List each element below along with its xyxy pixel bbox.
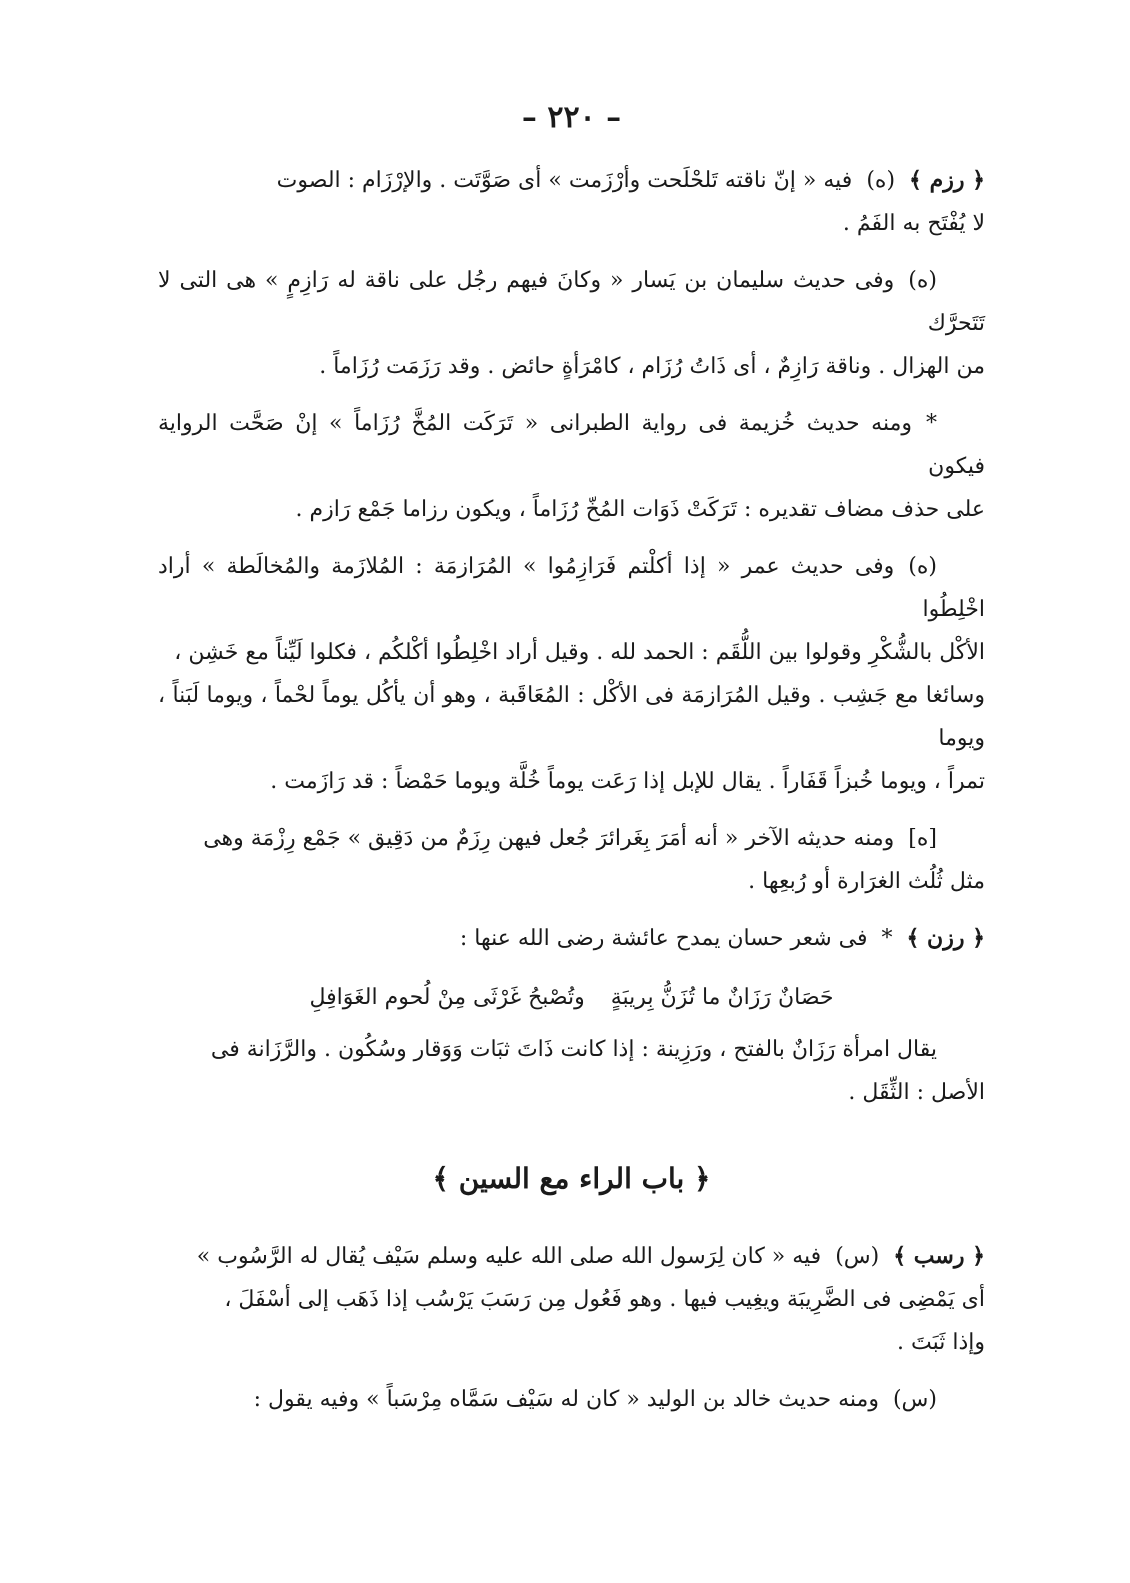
entry-headword: ﴿ رزن ﴾: [906, 925, 985, 951]
paragraph: [158, 345, 985, 388]
entry-gharair: [158, 817, 985, 903]
source-marker: [ه]: [908, 826, 937, 851]
paragraph: [158, 159, 985, 202]
text-line: على حذف مضاف تقديره : تَرَكَتْ ذَوَات المُخّ رُزَاماً ، ويكون رزاما جَمْع رَازم .: [295, 497, 985, 522]
paragraph: [158, 402, 985, 488]
paragraph: [158, 202, 985, 245]
text-line: مثل ثُلُث الغرَارة أو رُبعِها .: [748, 869, 985, 894]
entry-umar: [158, 545, 985, 803]
paragraph: [158, 1028, 985, 1071]
text-line: فى شعر حسان يمدح عائشة رضى الله عنها :: [459, 926, 868, 951]
paragraph: [158, 631, 985, 674]
paragraph: [158, 917, 985, 960]
section-title: ﴿ باب الراء مع السين ﴾: [432, 1162, 711, 1195]
verse-second-hemistich: وتُصْبحُ غَرْثَى مِنْ لُحوم الغَوَافِلِ: [309, 985, 585, 1010]
text-line: ومنه حديثه الآخر « أنه أمَرَ بِغَرائرَ جُعل فيهن رِزَمٌ من دَقِيق » جَمْع رِزْمَة وهى: [203, 826, 895, 851]
paragraph: [158, 674, 985, 760]
paragraph: [158, 860, 985, 903]
text-line: يقال امرأة رَزَانٌ بالفتح ، ورَزِينة : إذا كانت ذَاتَ ثبَات وَوَقار وسُكُون . والرَّزَانة فى: [210, 1037, 937, 1062]
entry-khuzayma: [158, 402, 985, 531]
source-marker: (ه): [908, 268, 937, 293]
entry-rasab: [158, 1235, 985, 1364]
verse-first-hemistich: حَصَانٌ رَزَانٌ ما تُزَنُّ بِريبَةٍ: [610, 985, 834, 1010]
source-marker: *: [926, 411, 937, 436]
text-line: وسائغا مع جَشِب . وقيل المُرَازمَة فى الأكْل : المُعَاقَبة ، وهو أن يأكُل يوماً لحْماً ، ويوما لَبَناً ، ويوما: [158, 683, 985, 751]
text-line: فيه « إنّ ناقته تَلحْلَحت وأرْزَمت » أى صَوَّتَت . والإرْزَام : الصوت: [276, 168, 853, 193]
source-marker: (س): [892, 1387, 937, 1412]
paragraph: [158, 1321, 985, 1364]
paragraph: [158, 259, 985, 345]
paragraph: [158, 1278, 985, 1321]
text-line: الأكْل بالشُّكْرِ وقولوا بين اللُّقَم : الحمد لله . وقيل أراد اخْلِطُوا أكْلكُم ، فكلوا لَيِّناً مع خَشِن ،: [174, 640, 985, 665]
text-line: تمراً ، ويوما خُبزاً قَفَاراً . يقال للإبل إذا رَعَت يوماً خُلَّة ويوما حَمْضاً : قد رَازَمت .: [270, 769, 985, 794]
source-marker: *: [881, 926, 893, 951]
text-line: أى يَمْضِى فى الضَّرِيبَة ويغِيب فيها . وهو فَعُول مِن رَسَبَ يَرْسُب إذا ذَهَب إلى أسْفَلَ ،: [224, 1287, 985, 1312]
paragraph: [158, 1378, 985, 1421]
poem-verse: [158, 974, 985, 1022]
paragraph: [158, 760, 985, 803]
text-line: ومنه حديث خُزيمة فى رواية الطبرانى « تَرَكَت المُخَّ رُزَاماً » إنْ صَحَّت الرواية فيكون: [158, 411, 985, 479]
text-line: وإذا ثَبَتَ .: [897, 1330, 985, 1355]
text-line: وفى حديث عمر « إذا أكلْتم فَرَازِمُوا » المُرَازمَة : المُلازَمة والمُخالَطة » أراد اخْلِطُوا: [158, 554, 985, 622]
text-line: وفى حديث سليمان بن يَسار « وكانَ فيهم رجُل على ناقة له رَازِمٍ » هى التى لا تَتَحرَّك: [158, 268, 985, 336]
entry-khalid: [158, 1378, 985, 1421]
entry-headword: ﴿ رزم ﴾: [909, 167, 985, 193]
page-number: – ٢٢٠ –: [521, 100, 622, 135]
entry-razn: [158, 917, 985, 960]
entry-razm: [158, 159, 985, 245]
text-line: فيه « كان لِرَسول الله صلى الله عليه وسلم سَيْف يُقال له الرَّسُوب »: [196, 1244, 822, 1269]
entry-headword: ﴿ رسب ﴾: [893, 1243, 985, 1269]
source-marker: (س): [835, 1244, 880, 1269]
source-marker: (ه): [866, 168, 896, 193]
text-line: لا يُفْتَح به الفَمُ .: [842, 211, 985, 236]
paragraph: [158, 488, 985, 531]
paragraph: [158, 1235, 985, 1278]
source-marker: (ه): [908, 554, 937, 579]
paragraph: [158, 1071, 985, 1114]
paragraph: [158, 817, 985, 860]
entry-razan-explanation: [158, 1028, 985, 1114]
entry-sulayman: [158, 259, 985, 388]
text-line: من الهزال . وناقة رَازِمٌ ، أى ذَاتُ رُزَام ، كامْرَأةٍ حائض . وقد رَزَمَت رُزَاماً .: [319, 354, 985, 379]
text-line: ومنه حديث خالد بن الوليد « كان له سَيْف سَمَّاه مِرْسَباً » وفيه يقول :: [253, 1387, 879, 1412]
paragraph: [158, 545, 985, 631]
text-line: الأصل : الثِّقَل .: [848, 1080, 985, 1105]
